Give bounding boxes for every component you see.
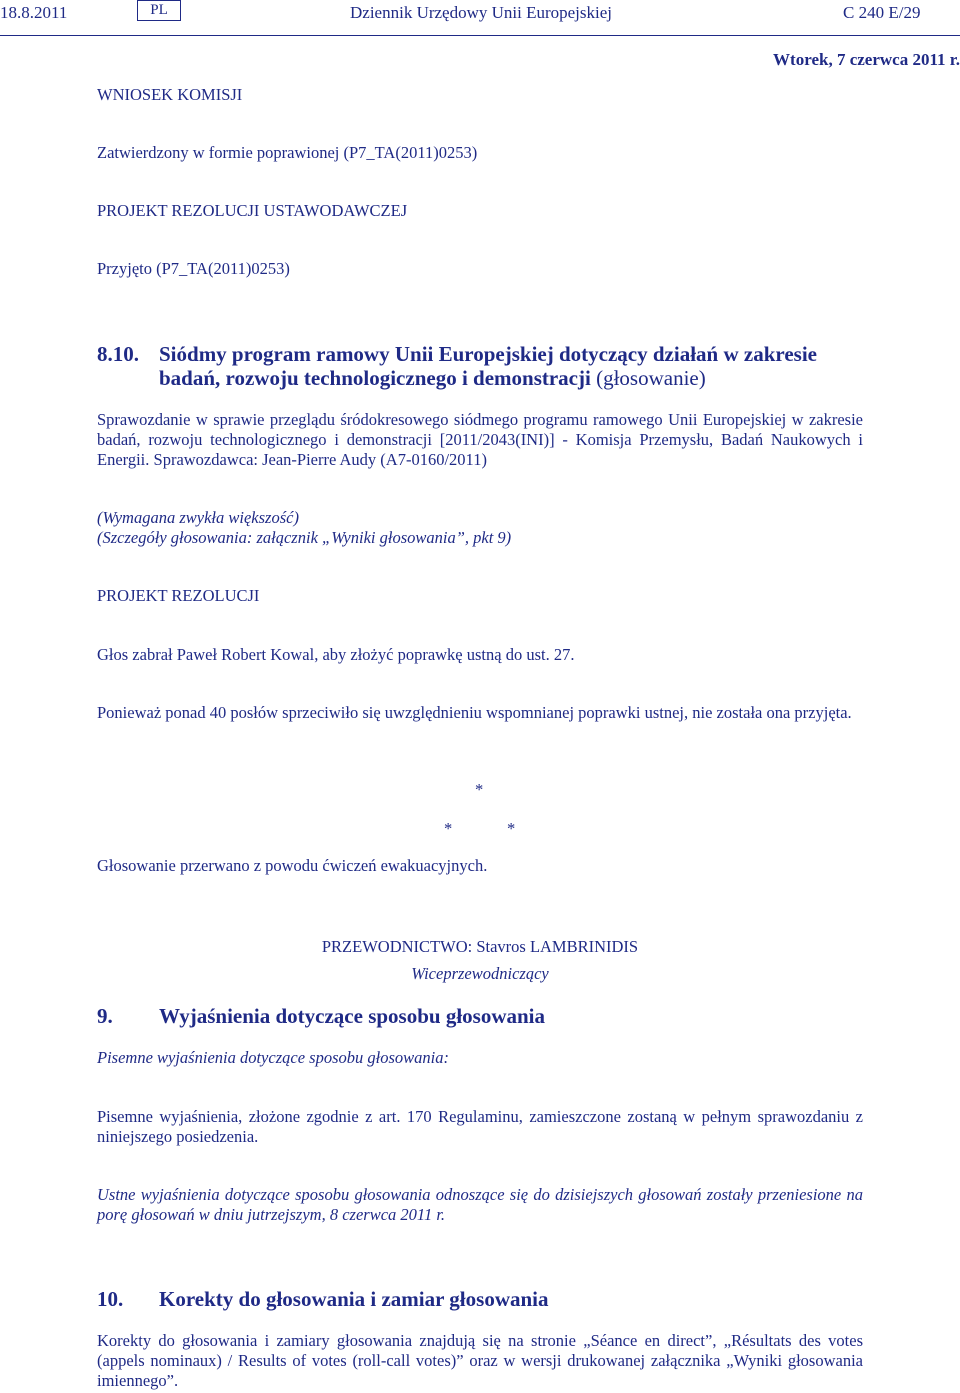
item-10-number: 10. bbox=[97, 1287, 124, 1311]
majority-note: (Wymagana zwykła większość) bbox=[97, 508, 299, 527]
wniosek-komisji: WNIOSEK KOMISJI bbox=[97, 85, 243, 104]
separator-star-left: * bbox=[444, 819, 453, 838]
vote-interrupted: Głosowanie przerwano z powodu ćwiczeń ewakuacyjnych. bbox=[97, 856, 488, 875]
item-9-title: Wyjaśnienia dotyczące sposobu głosowania bbox=[159, 1004, 546, 1028]
written-explanations-label: Pisemne wyjaśnienia dotyczące sposobu głosowania: bbox=[97, 1048, 449, 1067]
voting-details-note: (Szczegóły głosowania: załącznik „Wyniki głosowania”, pkt 9) bbox=[97, 528, 512, 547]
oral-explanations-text: Ustne wyjaśnienia dotyczące sposobu głosowania odnoszące się do dzisiejszych głosowań zostały przeniesione na porę głosowań w dniu jutrzejszym, 8 czerwca 2011 r. bbox=[97, 1185, 863, 1224]
item-8-10-title-suffix: (głosowanie) bbox=[590, 366, 706, 390]
language-badge: PL bbox=[137, 0, 181, 21]
report-paragraph: Sprawozdanie w sprawie przeglądu śródokresowego siódmego programu ramowego Unii Europejskiej w zakresie badań, rozwoju technologicznego i demonstracji [2011/2043(INI)] - Komisja Przemysłu, Badań Naukowych i Energii. Sprawozdawca: Jean-Pierre Audy (A7-0160/2011) bbox=[97, 410, 863, 469]
item-8-10-title-line1: Siódmy program ramowy Unii Europejskiej dotyczący działań w zakresie bbox=[159, 342, 817, 366]
item-8-10-title-line2 bbox=[159, 366, 706, 391]
zatwierdzony-line: Zatwierdzony w formie poprawionej (P7_TA(2011)0253) bbox=[97, 143, 478, 162]
przyjeto-line: Przyjęto (P7_TA(2011)0253) bbox=[97, 259, 290, 278]
item-8-10-title-main: badań, rozwoju technologicznego i demonstracji bbox=[159, 366, 591, 390]
header-rule bbox=[0, 35, 960, 36]
item-10-title: Korekty do głosowania i zamiar głosowania bbox=[159, 1287, 549, 1311]
session-date: Wtorek, 7 czerwca 2011 r. bbox=[773, 50, 960, 69]
separator-star-top: * bbox=[475, 780, 484, 799]
presidency-role: Wiceprzewodniczący bbox=[411, 964, 549, 983]
item-9-number: 9. bbox=[97, 1004, 113, 1028]
kowal-statement: Głos zabrał Paweł Robert Kowal, aby złożyć poprawkę ustną do ust. 27. bbox=[97, 645, 575, 664]
amendment-rejected: Ponieważ ponad 40 posłów sprzeciwiło się uwzględnieniu wspomnianej poprawki ustnej, nie została ona przyjęta. bbox=[97, 703, 852, 722]
projekt-rezolucji: PROJEKT REZOLUCJI bbox=[97, 586, 260, 605]
separator-star-right: * bbox=[507, 819, 516, 838]
header-date: 18.8.2011 bbox=[0, 3, 68, 22]
projekt-legislative: PROJEKT REZOLUCJI USTAWODAWCZEJ bbox=[97, 201, 408, 220]
journal-reference: C 240 E/29 bbox=[843, 3, 921, 22]
presidency-line: PRZEWODNICTWO: Stavros LAMBRINIDIS bbox=[321, 937, 639, 956]
journal-title: Dziennik Urzędowy Unii Europejskiej bbox=[350, 3, 613, 22]
vote-corrections-text: Korekty do głosowania i zamiary głosowania znajdują się na stronie „Séance en direct”, „Résultats des votes (appels nominaux) / Results of votes (roll-call votes)” oraz w wersji drukowanej załącznika „Wyniki głosowania imiennego”. bbox=[97, 1331, 863, 1390]
written-explanations-text: Pisemne wyjaśnienia, złożone zgodnie z art. 170 Regulaminu, zamieszczone zostaną w pełnym sprawozdaniu z niniejszego posiedzenia. bbox=[97, 1107, 863, 1146]
item-8-10-number: 8.10. bbox=[97, 342, 139, 366]
